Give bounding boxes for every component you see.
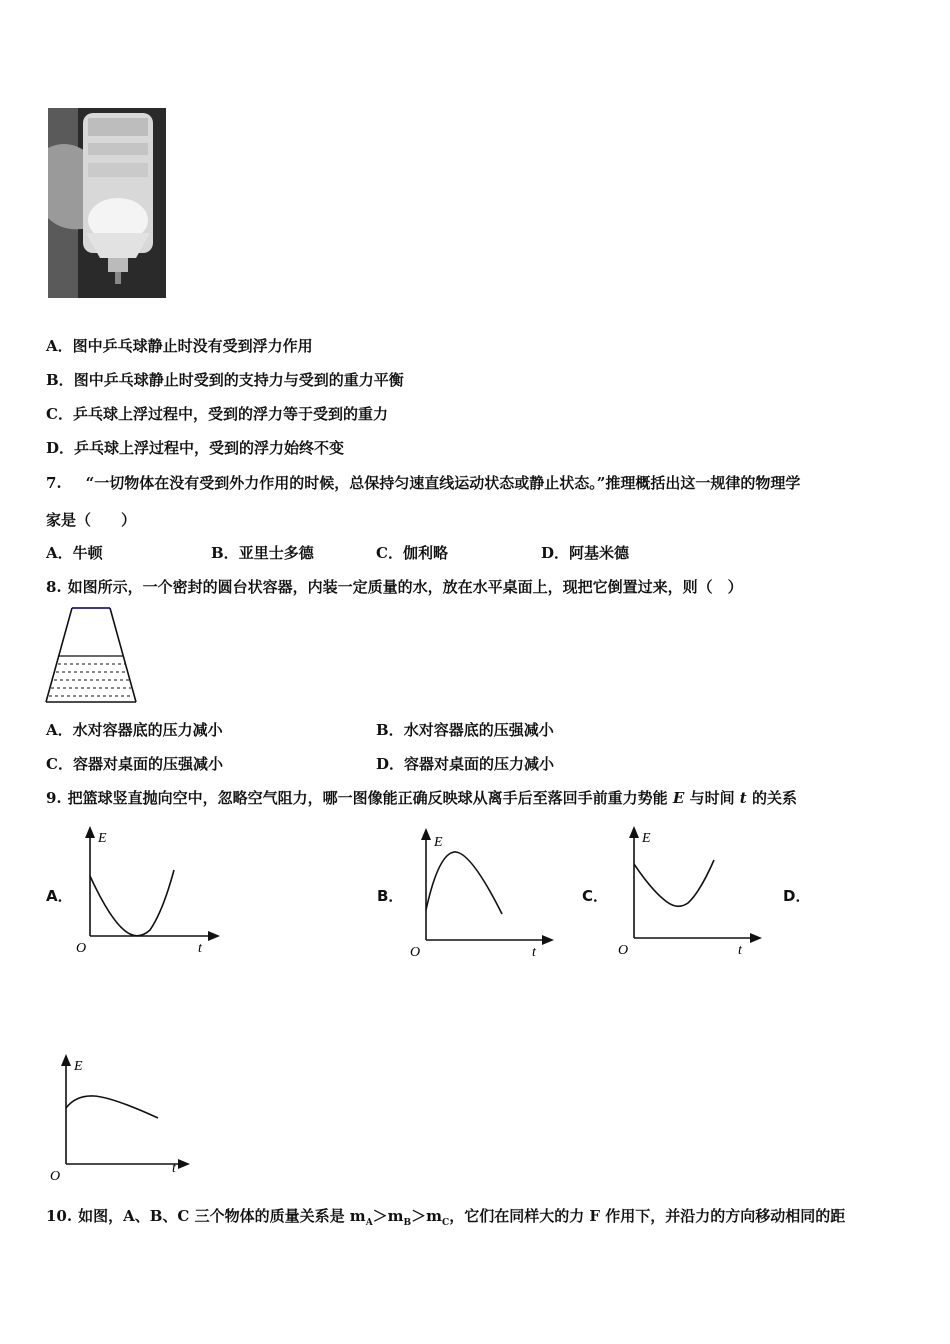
graph-d [44, 1050, 204, 1184]
q6-option-b: B．图中乒乓球静止时受到的支持力与受到的重力平衡 [46, 371, 404, 389]
graph-a [68, 826, 228, 956]
q6-option-d: D．乒乓球上浮过程中，受到的浮力始终不变 [46, 439, 345, 457]
q8-option-d: D．容器对桌面的压力减小 [376, 755, 555, 773]
graph-b-y-label: E [434, 835, 443, 850]
q6-option-a: A．图中乒乓球静止时没有受到浮力作用 [46, 337, 313, 355]
q6-option-c: C．乒乓球上浮过程中，受到的浮力等于受到的重力 [46, 405, 388, 423]
graph-c-origin: O [618, 943, 629, 958]
truncated-cone-container-figure [44, 606, 140, 706]
bottle-pingpong-photo [48, 108, 166, 298]
q7-option-b: B．亚里士多德 [211, 544, 314, 562]
graph-b-x-label: t [532, 945, 536, 960]
graph-b-origin: O [410, 945, 421, 960]
q7-option-a: A．牛顿 [46, 544, 103, 562]
q8-option-a: A．水对容器底的压力减小 [46, 721, 223, 739]
graph-c-x-label: t [738, 943, 742, 958]
graph-c-y-label: E [642, 831, 651, 846]
q9-label-d: D． [783, 887, 811, 905]
graph-a-y-label: E [98, 831, 107, 846]
graph-d-x-label: t [172, 1161, 176, 1176]
q9-label-c: C． [582, 887, 609, 905]
q7-option-c: C．伽利略 [376, 544, 448, 562]
graph-a-origin: O [76, 941, 87, 956]
q7-stem-line1: 7. “一切物体在没有受到外力作用的时候，总保持匀速直线运动状态或静止状态。”推理概括出这一规律的物理学 [46, 474, 801, 492]
q8-stem: 8. 如图所示，一个密封的圆台状容器，内装一定质量的水，放在水平桌面上，现把它倒置过来，则（ ） [46, 578, 743, 596]
q7-option-d: D．阿基米德 [541, 544, 630, 562]
graph-b [404, 826, 564, 960]
q9-stem: 9. 把篮球竖直抛向空中，忽略空气阻力，哪一图像能正确反映球从离手后至落回手前重力势能 E 与时间 t 的关系 [46, 789, 797, 807]
q9-label-a: A． [46, 887, 73, 905]
q8-option-c: C．容器对桌面的压强减小 [46, 755, 223, 773]
graph-d-y-label: E [74, 1059, 83, 1074]
graph-c [612, 826, 772, 958]
graph-d-origin: O [50, 1169, 61, 1184]
graph-a-x-label: t [198, 941, 202, 956]
q10-stem: 10. 如图，A、B、C 三个物体的质量关系是 $m_A>m_B>m_C$，它们在同样大的力 F 作用下，并沿力的方向移动相同的距 [46, 1207, 846, 1228]
q9-label-b: B． [377, 887, 404, 905]
q7-stem-line2: 家是（ ） [46, 511, 137, 529]
q8-option-b: B．水对容器底的压强减小 [376, 721, 554, 739]
